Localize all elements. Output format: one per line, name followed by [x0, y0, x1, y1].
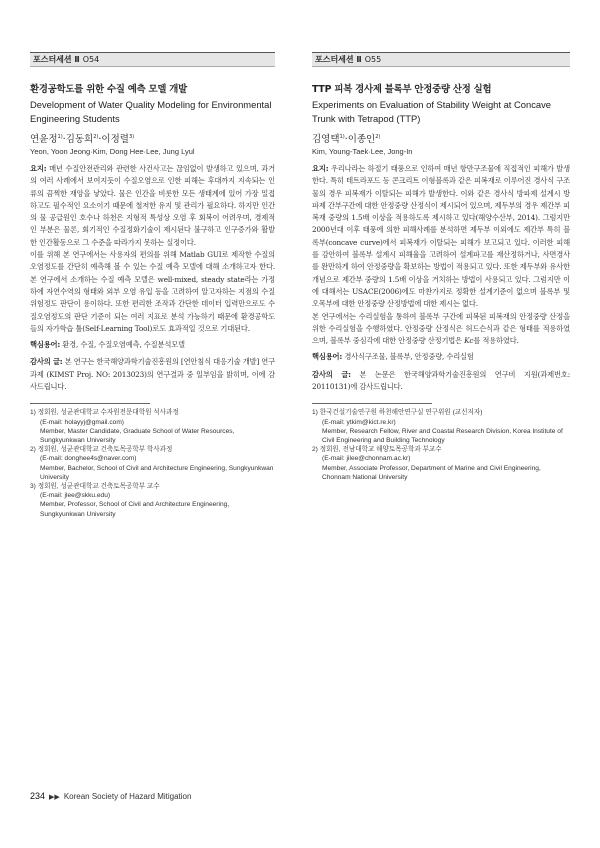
footnote-affiliation: Member, Bachelor, School of Civil and Architecture Engineering, Sungkyunkwan University: [40, 464, 274, 481]
authors-korean: [30, 131, 275, 145]
footnote: [30, 445, 275, 482]
title-english: Development of Water Quality Modeling for Environmental Engineering Students: [30, 99, 272, 124]
abstract-label: 요지:: [312, 164, 329, 173]
footnote-email: (E-mail: ytkim@kict.re.kr): [322, 418, 396, 426]
session-tag: [30, 52, 275, 67]
footnote-rule: [312, 403, 432, 404]
authors-english: Kim, Young-Taek·Lee, Jong-In: [312, 147, 413, 156]
author-1-sup: 1): [57, 133, 63, 140]
footnote-head: 2) 정회원, 전남대학교 해양토목공학과 부교수: [312, 446, 442, 454]
footnote: [30, 408, 275, 445]
session-tag-label: 포스터세션 Ⅱ: [33, 55, 80, 64]
footnote: [312, 408, 570, 445]
abstract-paragraph-2: 이를 위해 본 연구에서는 사용자의 편의를 위해 Matlab GUI로 제작한 수질의 오염정도를 간단히 예측해 볼 수 있는 수질 예측 모델에 대해 소개하고자 한다. 본 연구에서 소개하는 수질 예측 모델은 well-mixed, steady state라는 가정 하에 자연수역의 형태와 외부 오염 유입 등을 고려하여 알고자하는 지점의 수질 위험정도 판단이 용이하다. 또한 편리한 조작과 간단한 데이터 입력만으로도 수질오염정도의 판단 기준이 되는 여러 지표로 분석 가능하기 때문에 환경공학도들의 자가학습 툴(Self-Learning Tool)로도 효과적일 것으로 기대된다.: [30, 250, 275, 333]
journal-name: Korean Society of Hazard Mitigation: [63, 792, 192, 801]
keywords: [30, 339, 275, 351]
session-tag-label: 포스터세션 Ⅱ: [315, 55, 362, 64]
footnote-affiliation: Member, Professor, School of Civil and Architecture Engineering, Sungkyunkwan University: [40, 501, 230, 518]
formula-variable: Kc: [464, 336, 474, 346]
footnote-affiliation: Member, Master Candidate, Graduate School of Water Resources, Sungkyunkwan University: [40, 427, 235, 444]
session-tag-number: O54: [82, 55, 100, 64]
author-1: 김영택: [312, 134, 340, 145]
title-korean: 환경공학도를 위한 수질 예측 모델 개발: [30, 84, 188, 95]
page-footer: [30, 791, 191, 801]
ack-text: 본 연구는 한국해양과학기술진흥원의 [연안침식 대응기술 개발] 연구과제 (KIMST Proj. NO: 2013023)의 연구결과 중 일부임을 밝히며, 이에 감사드립니다.: [30, 357, 276, 392]
footnote-head: 3) 정회원, 성균관대학교 건축토목공학부 교수: [30, 482, 160, 490]
footnote-email: (E-mail: jlee@skku.edu): [40, 492, 111, 500]
author-3-sup: 3): [128, 133, 135, 140]
acknowledgement: [312, 369, 570, 394]
abstract-text-2a: 본 연구에서는 수리실험을 통하여 블록부 구간에 피복된 피복재의 안정중량 산정을 위한 수리실험을 수행하였다. 안정중량 산정식은 허드슨식과 같은 형태를 적용하였으며, 블록부 중심각에 대한 안정중량 산정기법은: [312, 311, 570, 346]
acknowledgement: [30, 356, 275, 393]
author-1-sup: 1): [339, 133, 345, 140]
right-article: [312, 52, 570, 482]
keywords-label: 핵심용어:: [30, 340, 61, 350]
page-number: 234: [30, 791, 46, 801]
session-tag: [312, 52, 570, 67]
title-english: Experiments on Evaluation of Stability Weight at Concave Trunk with Tetrapod (TTP): [312, 99, 552, 124]
footnote-head: 1) 정회원, 성균관대학교 수자원전문대학원 석사과정: [30, 409, 179, 417]
footnote-email: (E-mail: donghee4s@naver.com): [40, 455, 137, 463]
author-2: ·이종인: [344, 134, 376, 145]
abstract-paragraph-1: [30, 163, 275, 249]
keywords-text: 경사식구조물, 블록부, 안정중량, 수리실험: [344, 352, 474, 362]
footnote-head: 1) 한국건설기술연구원 하천해안연구실 연구위원 (교신저자): [312, 409, 483, 417]
arrow-icon: ▶▶: [49, 794, 60, 801]
footnotes: [312, 408, 570, 482]
footnote: [30, 482, 275, 519]
footnote-affiliation: Member, Research Fellow, River and Coastal Research Division, Korea Institute of Civil Engineering and Building Technology: [322, 427, 563, 444]
authors-korean: [312, 131, 570, 145]
keywords-label: 핵심용어:: [312, 352, 343, 362]
keywords-text: 환경, 수질, 수질오염예측, 수질분석모델: [62, 340, 185, 350]
abstract-paragraph-1: [312, 163, 570, 311]
author-3: ·이정렬: [98, 134, 129, 145]
abstract-paragraph-2: [312, 311, 570, 348]
session-tag-number: O55: [364, 55, 382, 64]
footnote: [312, 445, 570, 482]
abstract-label: 요지:: [30, 164, 47, 173]
abstract-text-1: 매년 수질안전관리와 관련한 사건사고는 끊임없이 발생하고 있으며, 과거의 여러 사례에서 보여지듯이 수질오염으로 인한 피해는 후대까지 지속되는 인류의 끔찍한 재앙을 낳았다. 물은 인간을 비롯한 모든 생태계에 있어 가장 밀접하고도 필수적인 요소이기 때문에 철저한 유지 및 관리가 필요하다. 하지만 인간의 물 공급원인 호수나 하천은 지형적 특성상 오염 후 회복이 어려우며, 경제적인 부분은 물론, 회기적인 수질정화기술이 제시된다 불구하고 인구증가와 활발한 인간활동으로 그 수준을 따라가지 못하는 실정이다.: [30, 164, 275, 247]
ack-label: 감사의 글:: [30, 357, 63, 367]
ack-text: 본 논문은 한국해양과학기술진흥원의 연구비 지원(과제번호: 20110131)에 감사드립니다.: [312, 369, 571, 392]
abstract-text-2b: 를 적용하였다.: [473, 336, 519, 346]
keywords: [312, 351, 570, 363]
left-article: [30, 52, 275, 519]
author-2-sup: 2): [93, 133, 99, 140]
footnote-email: (E-mail: jilee@chonnam.ac.kr): [322, 455, 411, 463]
author-1: 연윤정: [30, 134, 58, 145]
author-2: ·김동희: [62, 134, 94, 145]
author-2-sup: 2): [375, 133, 381, 140]
abstract-text-1: 우리나라는 하절기 태풍으로 인하여 매년 항만구조물에 직접적인 피해가 발생한다. 특히 테트라포드 등 콘크리트 이형블록과 같은 피복재로 이루어진 경사식 구조물의 경우 피복재가 이탈되는 피해가 발생한다. 이와 같은 경사식 방파제 설계시 방파제 간부구간에 대한 안정중량 산정식이 제시되어 있으며, 제두부의 경우 제간부 피복재 중량의 1.5배 이상을 적용하도록 제시하고 있다(해양수산부, 2014). 그럼지만 2000년대 이후 태풍에 의한 피해사례를 분석하면 제두부 이외에도 제간부 특히 블록부(concave curve)에서 피복재가 이탈되는 피해가 보고되고 있다. 이러한 피해를 감안하여 블록부 설계시 피해율을 고려하여 설계파고를 재산정하거나, 사면경사를 완만하게 하여 안정중량을 확보하는 방법이 적용되고 있다. 또한 제두부와 유사한 개념으로 제간부 중량의 1.5배 이상을 거치하는 방법이 사용되고 있다. 그럼지만 이에 대해서는 USACE(2006)에도 마찬가지로 정확한 설계기준이 없으며 블록부 및 오목부에 대한 안정중량 산정방법에 대한 제시는 없다.: [312, 164, 570, 309]
ack-label: 감사의 글:: [312, 369, 351, 379]
footnote-email: (E-mail: holayyj@gmail.com): [40, 418, 125, 426]
authors-english: Yeon, Yoon Jeong·Kim, Dong Hee·Lee, Jung Lyul: [30, 147, 195, 156]
footnotes: [30, 408, 275, 518]
footnote-head: 2) 정회원, 성균관대학교 건축토목공학부 학사과정: [30, 446, 173, 454]
footnote-affiliation: Member, Associate Professor, Department of Marine and Civil Engineering, Chonnam National University: [322, 464, 541, 481]
title-korean: TTP 피복 경사제 블록부 안정중량 산정 실험: [312, 84, 492, 95]
footnote-rule: [30, 403, 150, 404]
